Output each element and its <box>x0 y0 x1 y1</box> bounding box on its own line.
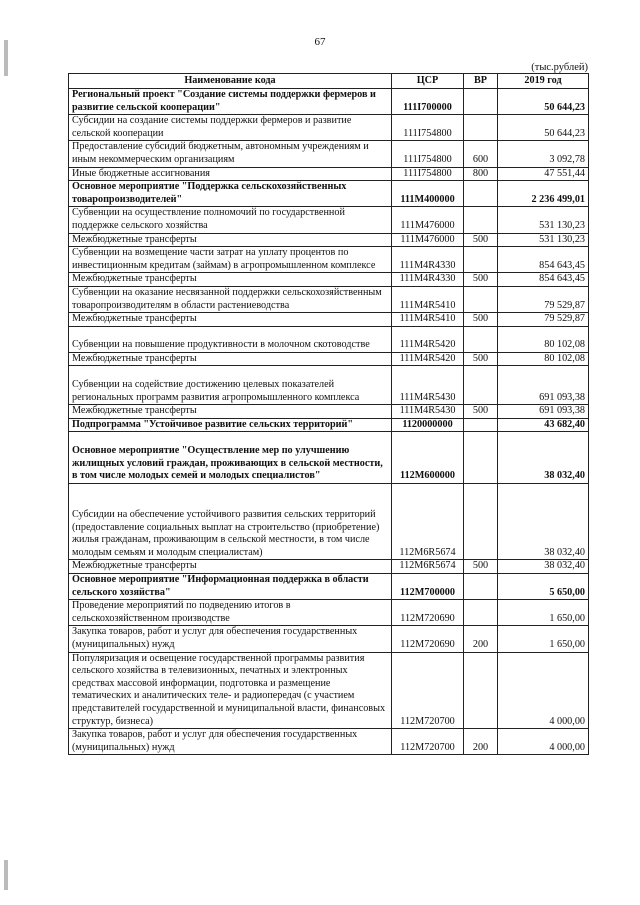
cell-sum: 4 000,00 <box>498 729 589 755</box>
cell-name <box>69 418 392 432</box>
cell-sum: 43 682,40 <box>498 418 589 432</box>
cell-name <box>69 573 392 599</box>
cell-csr: 111M4R5410 <box>392 313 464 327</box>
cell-vr: 500 <box>464 560 498 574</box>
cell-name <box>69 352 392 366</box>
table-row <box>69 418 589 432</box>
cell-sum: 3 092,78 <box>498 141 589 167</box>
table-row <box>69 89 589 115</box>
cell-name-text: Межбюджетные трансферты <box>72 233 197 245</box>
table-row <box>69 141 589 167</box>
cell-sum: 38 032,40 <box>498 560 589 574</box>
cell-sum: 1 650,00 <box>498 626 589 652</box>
cell-vr: 500 <box>464 273 498 287</box>
cell-name <box>69 313 392 327</box>
cell-sum: 5 650,00 <box>498 573 589 599</box>
cell-vr: 500 <box>464 313 498 327</box>
cell-name-text: Субвенции на содействие достижению целевых показателей региональных программ развития агропромышленного комплекса <box>72 379 360 403</box>
cell-sum: 79 529,87 <box>498 286 589 312</box>
cell-name <box>69 326 392 352</box>
units-label: (тыс.рублей) <box>531 62 588 73</box>
cell-vr <box>464 432 498 483</box>
page-number: 67 <box>314 36 326 48</box>
cell-vr <box>464 89 498 115</box>
cell-sum: 531 130,23 <box>498 207 589 233</box>
cell-vr <box>464 181 498 207</box>
cell-name-text: Субвенции на возмещение части затрат на уплату процентов по инвестиционным кредитам (займам) в агропромышленном комплексе <box>72 247 376 271</box>
cell-name <box>69 273 392 287</box>
cell-vr <box>464 483 498 560</box>
cell-name-text: Основное мероприятие "Осуществление мер по улучшению жилищных условий граждан, проживающих в сельской местности, в том числе молодых семей и молодых специалистов" <box>72 445 383 482</box>
cell-csr: 111M476000 <box>392 233 464 247</box>
margin-mark <box>4 40 8 76</box>
table-row <box>69 313 589 327</box>
cell-vr: 600 <box>464 141 498 167</box>
table-body <box>69 89 589 755</box>
cell-csr: 111I700000 <box>392 89 464 115</box>
cell-sum: 80 102,08 <box>498 352 589 366</box>
cell-name <box>69 286 392 312</box>
cell-name-text: Межбюджетные трансферты <box>72 405 197 417</box>
table-row <box>69 573 589 599</box>
cell-name <box>69 247 392 273</box>
cell-csr: 111M4R5410 <box>392 286 464 312</box>
cell-csr: 112M700000 <box>392 573 464 599</box>
cell-csr: 111M4R5420 <box>392 352 464 366</box>
cell-name-text: Субсидии на обеспечение устойчивого развития сельских территорий (предоставление социальных выплат на строительство (приобретение) жилья гражданам, проживающим в сельской местности, в том числе молодым семьям и молодым специалистам) <box>72 509 380 558</box>
cell-name <box>69 729 392 755</box>
table-row <box>69 600 589 626</box>
cell-sum: 4 000,00 <box>498 652 589 729</box>
header-csr: ЦСР <box>392 74 464 89</box>
cell-name-text: Межбюджетные трансферты <box>72 273 197 285</box>
cell-sum: 1 650,00 <box>498 600 589 626</box>
table-row <box>69 247 589 273</box>
cell-vr <box>464 326 498 352</box>
cell-vr <box>464 418 498 432</box>
table-row <box>69 115 589 141</box>
cell-vr <box>464 366 498 405</box>
cell-name-text: Региональный проект "Создание системы поддержки фермеров и развитие сельской кооперации" <box>72 89 376 113</box>
cell-name <box>69 600 392 626</box>
table-row <box>69 181 589 207</box>
cell-name-text: Субвенции на осуществление полномочий по государственной поддержке сельского хозяйства <box>72 207 345 231</box>
table-row <box>69 652 589 729</box>
cell-csr: 112M720700 <box>392 729 464 755</box>
cell-name-text: Субвенции на повышение продуктивности в молочном скотоводстве <box>72 339 370 351</box>
cell-csr: 111I754800 <box>392 167 464 181</box>
cell-csr: 111M4R4330 <box>392 273 464 287</box>
table-row <box>69 352 589 366</box>
table-row <box>69 273 589 287</box>
table-row <box>69 626 589 652</box>
table-row <box>69 366 589 405</box>
cell-vr <box>464 207 498 233</box>
cell-vr: 500 <box>464 405 498 419</box>
cell-name <box>69 366 392 405</box>
cell-name-text: Межбюджетные трансферты <box>72 560 197 572</box>
cell-name <box>69 233 392 247</box>
cell-csr: 111M4R5420 <box>392 326 464 352</box>
cell-name <box>69 560 392 574</box>
cell-name-text: Основное мероприятие "Информационная поддержка в области сельского хозяйства" <box>72 573 369 598</box>
table-row <box>69 432 589 483</box>
cell-name-text: Межбюджетные трансферты <box>72 313 197 325</box>
cell-name-text: Подпрограмма "Устойчивое развитие сельских территорий" <box>72 418 354 430</box>
cell-name <box>69 141 392 167</box>
table-row <box>69 207 589 233</box>
cell-name-text: Межбюджетные трансферты <box>72 352 197 364</box>
cell-sum: 531 130,23 <box>498 233 589 247</box>
cell-sum: 50 644,23 <box>498 115 589 141</box>
cell-sum: 80 102,08 <box>498 326 589 352</box>
cell-name <box>69 432 392 483</box>
cell-sum: 854 643,45 <box>498 273 589 287</box>
cell-name-text: Субвенции на оказание несвязанной поддержки сельскохозяйственным товаропроизводителям в области растениеводства <box>72 286 382 311</box>
cell-name <box>69 483 392 560</box>
table-row <box>69 405 589 419</box>
table-row <box>69 560 589 574</box>
cell-csr: 112M720690 <box>392 626 464 652</box>
cell-name <box>69 405 392 419</box>
cell-name <box>69 167 392 181</box>
cell-sum: 854 643,45 <box>498 247 589 273</box>
table-row <box>69 233 589 247</box>
margin-mark <box>4 860 8 890</box>
cell-name <box>69 626 392 652</box>
cell-csr: 111M400000 <box>392 181 464 207</box>
cell-name <box>69 89 392 115</box>
cell-vr <box>464 247 498 273</box>
cell-csr: 111M4R5430 <box>392 405 464 419</box>
cell-name-text: Проведение мероприятий по подведению итогов в сельскохозяйственном производстве <box>72 600 291 624</box>
cell-csr: 111M4R5430 <box>392 366 464 405</box>
cell-sum: 50 644,23 <box>498 89 589 115</box>
table-row <box>69 729 589 755</box>
cell-vr <box>464 115 498 141</box>
cell-csr: 1120000000 <box>392 418 464 432</box>
cell-name <box>69 181 392 207</box>
cell-name <box>69 652 392 729</box>
cell-sum: 38 032,40 <box>498 432 589 483</box>
cell-sum: 47 551,44 <box>498 167 589 181</box>
cell-name-text: Субсидии на создание системы поддержки фермеров и развитие сельской кооперации <box>72 115 352 139</box>
cell-csr: 111M476000 <box>392 207 464 233</box>
header-vr: ВР <box>464 74 498 89</box>
cell-vr <box>464 600 498 626</box>
budget-table <box>68 73 589 755</box>
cell-name <box>69 115 392 141</box>
cell-vr <box>464 286 498 312</box>
cell-vr <box>464 573 498 599</box>
table-row <box>69 483 589 560</box>
cell-sum: 79 529,87 <box>498 313 589 327</box>
cell-vr: 200 <box>464 729 498 755</box>
cell-sum: 38 032,40 <box>498 483 589 560</box>
cell-vr: 200 <box>464 626 498 652</box>
table-row <box>69 286 589 312</box>
cell-name-text: Предоставление субсидий бюджетным, автономным учреждениям и иным некоммерческим организациям <box>72 141 369 165</box>
header-year: 2019 год <box>498 74 589 89</box>
table-header-row <box>69 74 589 89</box>
cell-name-text: Закупка товаров, работ и услуг для обеспечения государственных (муниципальных) нужд <box>72 729 358 753</box>
cell-name <box>69 207 392 233</box>
cell-vr <box>464 652 498 729</box>
cell-vr: 500 <box>464 233 498 247</box>
cell-vr: 500 <box>464 352 498 366</box>
cell-csr: 112M720700 <box>392 652 464 729</box>
cell-csr: 111I754800 <box>392 141 464 167</box>
cell-csr: 112M6R5674 <box>392 560 464 574</box>
cell-vr: 800 <box>464 167 498 181</box>
cell-csr: 112M720690 <box>392 600 464 626</box>
header-name: Наименование кода <box>69 74 392 89</box>
cell-sum: 691 093,38 <box>498 366 589 405</box>
cell-sum: 691 093,38 <box>498 405 589 419</box>
cell-name-text: Иные бюджетные ассигнования <box>72 167 210 179</box>
cell-name-text: Популяризация и освещение государственной программы развития сельского хозяйства в телевизионных, печатных и электронных средствах массовой информации, подготовка и размещение тематических и аналитических теле- и радиопередач (с участием представителей государственной и муниципальной власти, финансовых структур, бизнеса) <box>72 652 386 727</box>
table-row <box>69 326 589 352</box>
cell-csr: 111M4R4330 <box>392 247 464 273</box>
cell-name-text: Закупка товаров, работ и услуг для обеспечения государственных (муниципальных) нужд <box>72 626 358 650</box>
cell-name-text: Основное мероприятие "Поддержка сельскохозяйственных товаропроизводителей" <box>72 181 347 205</box>
cell-csr: 112M6R5674 <box>392 483 464 560</box>
cell-csr: 111I754800 <box>392 115 464 141</box>
cell-csr: 112M600000 <box>392 432 464 483</box>
table-row <box>69 167 589 181</box>
cell-sum: 2 236 499,01 <box>498 181 589 207</box>
